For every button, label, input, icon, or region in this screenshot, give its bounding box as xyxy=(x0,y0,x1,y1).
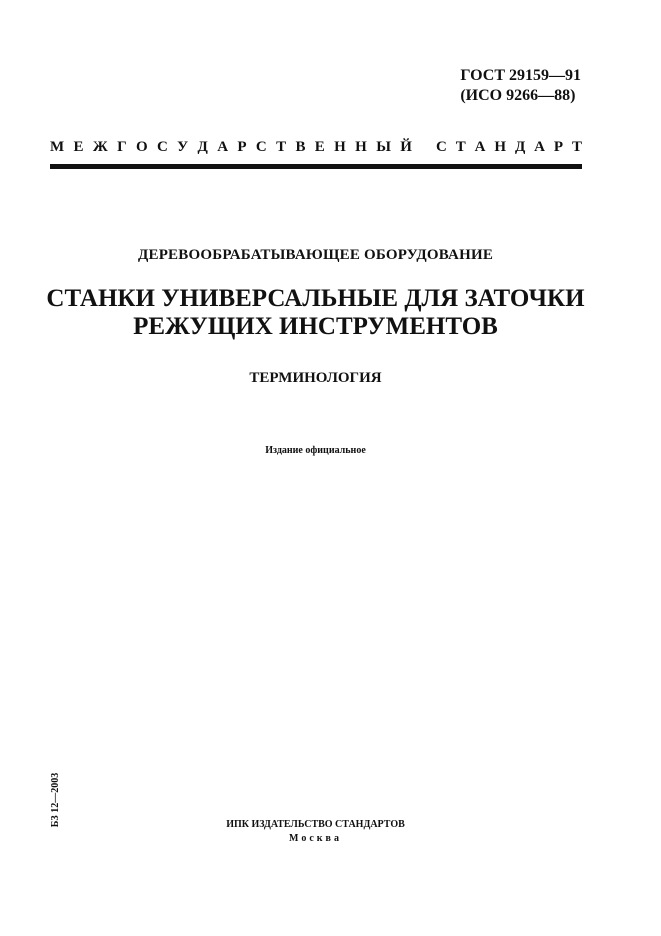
banner-letter: О xyxy=(135,139,148,155)
standard-title xyxy=(0,285,631,341)
standard-number-block xyxy=(460,66,581,106)
banner-letter: М xyxy=(50,139,65,155)
banner-letter: Д xyxy=(197,139,208,155)
banner-letter: Ж xyxy=(92,139,108,155)
banner-word-standard xyxy=(436,138,582,156)
banner-letter: С xyxy=(156,139,168,155)
banner-letter: У xyxy=(177,139,189,155)
banner-letter: Т xyxy=(276,139,287,155)
banner-letter: Н xyxy=(355,139,367,155)
banner-letter: Ы xyxy=(376,139,391,155)
banner-letter: Г xyxy=(117,139,127,155)
banner-letter: Н xyxy=(494,139,507,155)
publisher-city: Москва xyxy=(289,833,342,844)
standard-title-line-1: СТАНКИ УНИВЕРСАЛЬНЫЕ ДЛЯ ЗАТОЧКИ xyxy=(46,285,585,312)
standard-subtitle: ТЕРМИНОЛОГИЯ xyxy=(249,370,382,386)
edition-note: Издание официальное xyxy=(265,445,366,456)
interstate-standard-banner xyxy=(50,138,582,156)
banner-letter: Й xyxy=(400,139,412,155)
publisher-name: ИПК ИЗДАТЕЛЬСТВО СТАНДАРТОВ xyxy=(226,819,405,830)
banner-letter: В xyxy=(295,139,306,155)
standard-number: ГОСТ 29159—91 xyxy=(460,67,581,84)
banner-letter: Е xyxy=(314,139,325,155)
banner-letter: А xyxy=(534,139,545,155)
banner-letter: Д xyxy=(514,139,526,155)
standard-category: ДЕРЕВООБРАБАТЫВАЮЩЕЕ ОБОРУДОВАНИЕ xyxy=(137,247,494,263)
header-divider-rule xyxy=(50,164,582,169)
banner-letter: Т xyxy=(455,139,466,155)
standard-title-line-2: РЕЖУЩИХ ИНСТРУМЕНТОВ xyxy=(133,313,498,340)
banner-letter: А xyxy=(474,139,486,155)
banner-word-interstate xyxy=(50,138,412,156)
banner-letter: Р xyxy=(553,139,564,155)
banner-letter: Н xyxy=(334,139,346,155)
banner-letter: С xyxy=(255,139,267,155)
side-code-text: БЗ 12—2003 xyxy=(50,772,61,828)
banner-letter: Т xyxy=(571,139,582,155)
iso-number: (ИСО 9266—88) xyxy=(460,87,576,104)
banner-letter: А xyxy=(217,139,229,155)
banner-letter: С xyxy=(436,139,447,155)
banner-letter: Е xyxy=(73,139,84,155)
banner-letter: Р xyxy=(237,139,247,155)
